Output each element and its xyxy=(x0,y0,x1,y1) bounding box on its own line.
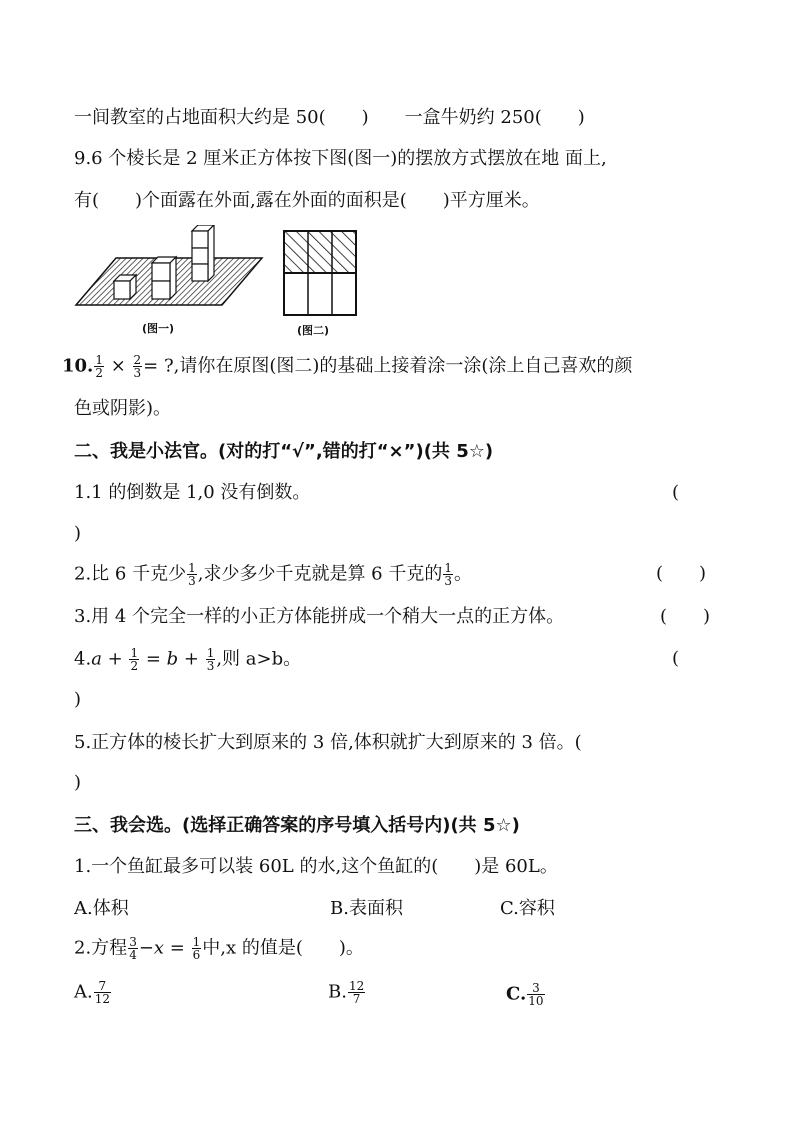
figure-two-grid xyxy=(282,229,358,317)
fraction: $\frac{1}{6}$ xyxy=(192,935,201,962)
section-3-title: 三、我会选。(选择正确答案的序号填入括号内)(共 5☆) xyxy=(74,815,520,836)
figure-two-caption: (图二) xyxy=(297,324,330,337)
answer-paren-close: ) xyxy=(74,689,82,710)
judge-item-2: 2.比 6 千克少 $\frac{1}{3}$ ,求少多少千克就是算 6 千克的 $\frac{1}{3}$ 。 xyxy=(74,561,472,588)
figure-one-cubes xyxy=(74,225,264,315)
judge-item-3: 3.用 4 个完全一样的小正方体能拼成一个稍大一点的正方体。 xyxy=(74,606,565,627)
question-10-cont: 色或阴影)。 xyxy=(74,398,172,419)
question-9-line2: 有( )个面露在外面,露在外面的面积是( )平方厘米。 xyxy=(74,190,540,211)
answer-paren[interactable]: ( ) xyxy=(656,563,707,584)
fraction: $\frac{2}{3}$ xyxy=(133,353,142,380)
fraction: $\frac{1}{2}$ xyxy=(130,646,139,673)
answer-paren-open[interactable]: ( xyxy=(672,482,680,503)
question-9-line1: 9.6 个棱长是 2 厘米正方体按下图(图一)的摆放方式摆放在地 面上, xyxy=(74,148,607,169)
fraction: $\frac{1}{3}$ xyxy=(188,561,196,588)
option-c[interactable]: C.容积 xyxy=(500,898,555,919)
section-2-title: 二、我是小法官。(对的打“√”,错的打“×”)(共 5☆) xyxy=(74,441,494,462)
figure-one-caption: (图一) xyxy=(142,322,175,335)
option-c[interactable]: C. $\frac{3}{10}$ xyxy=(506,981,544,1008)
question-10: 10. $\frac{1}{2}$ × $\frac{2}{3}$ = ?,请你在原图(图二)的基础上接着涂一涂(涂上自己喜欢的颜 xyxy=(62,353,633,380)
choice-question-1: 1.一个鱼缸最多可以装 60L 的水,这个鱼缸的( )是 60L。 xyxy=(74,856,558,877)
judge-item-4: 4.a + $\frac{1}{2}$ = b + $\frac{1}{3}$ ,则 a>b。 xyxy=(74,646,302,673)
fraction: $\frac{12}{7}$ xyxy=(348,979,365,1006)
option-b[interactable]: B.表面积 xyxy=(330,898,403,919)
fraction: $\frac{3}{10}$ xyxy=(528,981,544,1008)
answer-paren-close: ) xyxy=(74,523,82,544)
fraction: $\frac{3}{4}$ xyxy=(129,935,137,962)
fraction: $\frac{1}{3}$ xyxy=(206,646,215,673)
choice-question-2: 2.方程 $\frac{3}{4}$ −x = $\frac{1}{6}$ 中,x 的值是( )。 xyxy=(74,935,364,962)
fraction: $\frac{7}{12}$ xyxy=(94,979,111,1006)
answer-paren[interactable]: ( ) xyxy=(660,606,711,627)
option-a[interactable]: A. $\frac{7}{12}$ xyxy=(74,979,111,1006)
answer-paren-open[interactable]: ( xyxy=(672,648,680,669)
judge-item-1: 1.1 的倒数是 1,0 没有倒数。 xyxy=(74,482,311,503)
judge-item-5: 5.正方体的棱长扩大到原来的 3 倍,体积就扩大到原来的 3 倍。( xyxy=(74,732,582,753)
answer-paren-close: ) xyxy=(74,772,82,793)
fraction: $\frac{1}{3}$ xyxy=(444,561,452,588)
option-a[interactable]: A.体积 xyxy=(74,898,129,919)
line-classroom-area: 一间教室的占地面积大约是 50( ) 一盒牛奶约 250( ) xyxy=(74,107,585,128)
fraction: $\frac{1}{2}$ xyxy=(95,353,103,380)
option-b[interactable]: B. $\frac{12}{7}$ xyxy=(328,979,365,1006)
